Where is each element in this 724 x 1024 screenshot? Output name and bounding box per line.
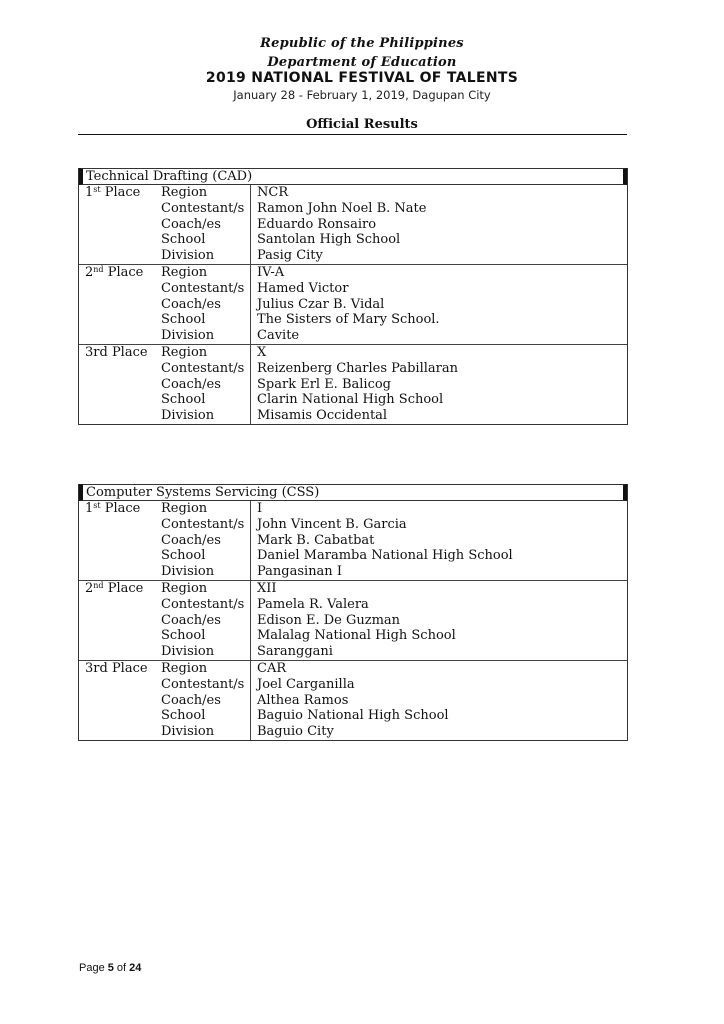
page-of: of xyxy=(113,962,130,974)
region-value: IV-A xyxy=(250,265,627,281)
contestant-value: Hamed Victor xyxy=(250,281,627,297)
table-row xyxy=(79,501,627,517)
field-label-contestant: Contestant/s xyxy=(161,516,245,532)
school-value: Santolan High School xyxy=(250,232,627,248)
contestant-value: Pamela R. Valera xyxy=(250,597,627,613)
contestant-value: Reizenberg Charles Pabillaran xyxy=(250,361,627,377)
page-prefix: Page xyxy=(79,962,108,974)
school-value: Clarin National High School xyxy=(250,392,627,408)
field-label-school: School xyxy=(161,628,206,644)
table-row xyxy=(79,548,627,564)
field-label-division: Division xyxy=(161,248,215,264)
coach-value: Eduardo Ronsairo xyxy=(250,217,627,233)
field-label-region: Region xyxy=(161,501,208,516)
table-row xyxy=(79,217,627,233)
division-value: Baguio City xyxy=(250,724,627,740)
table-row xyxy=(79,661,627,677)
table-row xyxy=(79,628,627,644)
table-row xyxy=(79,361,627,377)
table-row xyxy=(79,564,627,580)
field-label-school: School xyxy=(161,312,206,328)
school-value: Malalag National High School xyxy=(250,628,627,644)
region-value: NCR xyxy=(250,185,627,201)
place-label: 3rd Place xyxy=(85,660,148,676)
category-heading xyxy=(79,484,627,501)
header-republic: Republic of the Philippines xyxy=(260,36,464,51)
coach-value: Edison E. De Guzman xyxy=(250,613,627,629)
results-table-css xyxy=(78,484,628,741)
page-number: 5 xyxy=(107,962,114,974)
region-value: X xyxy=(250,345,627,361)
field-label-contestant: Contestant/s xyxy=(161,280,245,296)
table-row xyxy=(79,201,627,217)
results-table-cad xyxy=(78,168,628,425)
field-label-region: Region xyxy=(161,344,208,360)
category-heading xyxy=(79,168,627,185)
field-label-coach: Coach/es xyxy=(161,612,221,628)
division-value: Saranggani xyxy=(250,644,627,660)
field-label-coach: Coach/es xyxy=(161,216,221,232)
field-label-region: Region xyxy=(161,660,208,676)
division-value: Misamis Occidental xyxy=(250,408,627,424)
table-row xyxy=(79,185,627,201)
contestant-value: Ramon John Noel B. Nate xyxy=(250,201,627,217)
field-label-division: Division xyxy=(161,564,215,580)
field-label-division: Division xyxy=(161,724,215,740)
contestant-value: John Vincent B. Garcia xyxy=(250,517,627,533)
field-label-region: Region xyxy=(161,264,208,280)
header-department: Department of Education xyxy=(267,55,457,70)
table-row xyxy=(79,533,627,549)
table-row xyxy=(79,708,627,724)
place-block-1st xyxy=(79,501,627,581)
school-value: Baguio National High School xyxy=(250,708,627,724)
field-label-coach: Coach/es xyxy=(161,296,221,312)
table-row xyxy=(79,644,627,660)
field-label-school: School xyxy=(161,548,206,564)
page-total: 24 xyxy=(129,962,142,974)
place-block-3rd xyxy=(79,345,627,424)
division-value: Pasig City xyxy=(250,248,627,264)
contestant-value: Joel Carganilla xyxy=(250,677,627,693)
section-title: Official Results xyxy=(306,117,418,132)
place-block-1st xyxy=(79,185,627,265)
field-label-school: School xyxy=(161,708,206,724)
table-row xyxy=(79,517,627,533)
event-date-venue: January 28 - February 1, 2019, Dagupan City xyxy=(233,88,491,102)
coach-value: Althea Ramos xyxy=(250,693,627,709)
field-label-contestant: Contestant/s xyxy=(161,200,245,216)
field-label-division: Division xyxy=(161,408,215,424)
table-row xyxy=(79,377,627,393)
coach-value: Spark Erl E. Balicog xyxy=(250,377,627,393)
page-footer xyxy=(79,962,141,974)
region-value: CAR xyxy=(250,661,627,677)
table-row xyxy=(79,297,627,313)
field-label-contestant: Contestant/s xyxy=(161,596,245,612)
place-block-3rd xyxy=(79,661,627,740)
place-label: 2nd Place xyxy=(85,264,144,280)
page-title: 2019 NATIONAL FESTIVAL OF TALENTS xyxy=(205,70,519,86)
table-row xyxy=(79,232,627,248)
header-divider xyxy=(78,134,627,135)
region-value: XII xyxy=(250,581,627,597)
place-block-2nd xyxy=(79,581,627,661)
coach-value: Mark B. Cabatbat xyxy=(250,533,627,549)
table-row xyxy=(79,677,627,693)
table-row xyxy=(79,392,627,408)
table-row xyxy=(79,408,627,424)
table-row xyxy=(79,581,627,597)
field-label-coach: Coach/es xyxy=(161,532,221,548)
table-row xyxy=(79,312,627,328)
place-label: 1st Place xyxy=(85,185,141,200)
table-row xyxy=(79,597,627,613)
field-label-contestant: Contestant/s xyxy=(161,676,245,692)
table-row xyxy=(79,724,627,740)
table-row xyxy=(79,328,627,344)
field-label-division: Division xyxy=(161,644,215,660)
field-label-region: Region xyxy=(161,580,208,596)
table-row xyxy=(79,248,627,264)
school-value: The Sisters of Mary School. xyxy=(250,312,627,328)
field-label-school: School xyxy=(161,392,206,408)
table-row xyxy=(79,281,627,297)
table-row xyxy=(79,265,627,281)
division-value: Cavite xyxy=(250,328,627,344)
division-value: Pangasinan I xyxy=(250,564,627,580)
field-label-contestant: Contestant/s xyxy=(161,360,245,376)
field-label-region: Region xyxy=(161,185,208,200)
table-row xyxy=(79,345,627,361)
coach-value: Julius Czar B. Vidal xyxy=(250,297,627,313)
place-block-2nd xyxy=(79,265,627,345)
region-value: I xyxy=(250,501,627,517)
field-label-coach: Coach/es xyxy=(161,692,221,708)
table-row xyxy=(79,693,627,709)
table-row xyxy=(79,613,627,629)
place-label: 2nd Place xyxy=(85,580,144,596)
category-name: Technical Drafting (CAD) xyxy=(86,169,253,184)
place-label: 1st Place xyxy=(85,501,141,516)
field-label-division: Division xyxy=(161,328,215,344)
school-value: Daniel Maramba National High School xyxy=(250,548,627,564)
field-label-coach: Coach/es xyxy=(161,376,221,392)
category-name: Computer Systems Servicing (CSS) xyxy=(86,485,320,500)
place-label: 3rd Place xyxy=(85,344,148,360)
field-label-school: School xyxy=(161,232,206,248)
